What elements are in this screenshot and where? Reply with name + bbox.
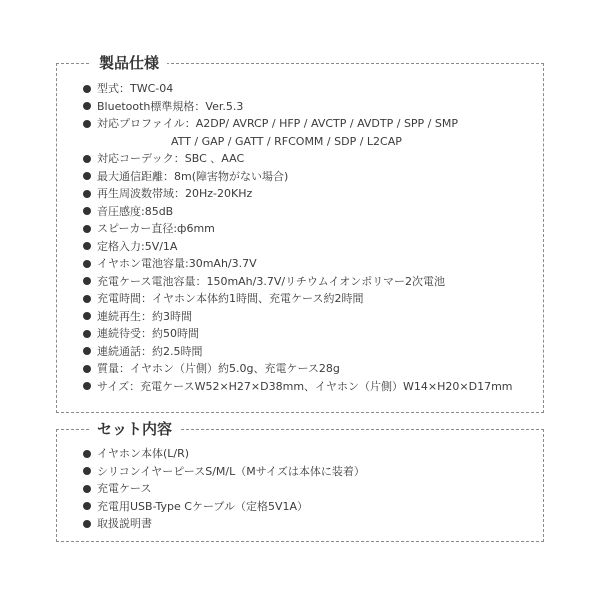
set-item-case: 充電ケース	[83, 480, 535, 498]
bullet-icon	[83, 207, 91, 215]
set-item-earphones: イヤホン本体(L/R)	[83, 445, 535, 463]
bullet-icon	[83, 155, 91, 163]
spec-item-range: 最大通信距離：8m(障害物がない場合)	[83, 168, 535, 186]
spec-item-codec: 対応コーデック：SBC 、AAC	[83, 150, 535, 168]
bullet-icon	[83, 502, 91, 510]
bullet-icon	[83, 120, 91, 128]
bullet-icon	[83, 330, 91, 338]
bullet-icon	[83, 190, 91, 198]
specs-title: 製品仕様	[91, 53, 167, 73]
spec-item-input: 定格入力:5V/1A	[83, 238, 535, 256]
set-item-cable: 充電用USB-Type Cケーブル（定格5V1A）	[83, 498, 535, 516]
bullet-icon	[83, 242, 91, 250]
set-contents-list	[83, 445, 535, 533]
bullet-icon	[83, 520, 91, 528]
spec-item-profiles	[83, 115, 535, 150]
bullet-icon	[83, 172, 91, 180]
bullet-icon	[83, 260, 91, 268]
spec-item-size: サイズ：充電ケースW52×H27×D38mm、イヤホン（片側）W14×H20×D17mm	[83, 378, 535, 396]
spec-item-weight: 質量：イヤホン（片側）約5.0g、充電ケース28g	[83, 360, 535, 378]
spec-item-model: 型式：TWC-04	[83, 80, 535, 98]
set-item-eartips: シリコンイヤーピースS/M/L（Mサイズは本体に装着）	[83, 463, 535, 481]
set-contents-title: セット内容	[89, 419, 180, 439]
specs-list	[83, 80, 535, 395]
specs-box	[56, 54, 544, 413]
bullet-icon	[83, 485, 91, 493]
bullet-icon	[83, 225, 91, 233]
spec-item-talk: 連続通話：約2.5時間	[83, 343, 535, 361]
bullet-icon	[83, 312, 91, 320]
bullet-icon	[83, 450, 91, 458]
bullet-icon	[83, 365, 91, 373]
spec-item-playback: 連続再生：約3時間	[83, 308, 535, 326]
spec-item-bluetooth: Bluetooth標準規格：Ver.5.3	[83, 98, 535, 116]
spec-profiles-line1: 対応プロファイル：A2DP/ AVRCP / HFP / AVCTP / AVDTP / SPP / SMP	[97, 117, 458, 130]
bullet-icon	[83, 102, 91, 110]
bullet-icon	[83, 382, 91, 390]
spec-item-sensitivity: 音圧感度:85dB	[83, 203, 535, 221]
spec-profiles-line2: ATT / GAP / GATT / RFCOMM / SDP / L2CAP	[171, 134, 402, 148]
bullet-icon	[83, 85, 91, 93]
spec-item-standby: 連続待受：約50時間	[83, 325, 535, 343]
spec-item-frequency: 再生周波数帯域：20Hz-20KHz	[83, 185, 535, 203]
bullet-icon	[83, 295, 91, 303]
spec-item-charge-time: 充電時間：イヤホン本体約1時間、充電ケース約2時間	[83, 290, 535, 308]
set-item-manual: 取扱説明書	[83, 515, 535, 533]
bullet-icon	[83, 277, 91, 285]
spec-item-speaker: スピーカー直径:ф6mm	[83, 220, 535, 238]
spec-item-earphone-battery: イヤホン電池容量:30mAh/3.7V	[83, 255, 535, 273]
bullet-icon	[83, 467, 91, 475]
bullet-icon	[83, 347, 91, 355]
spec-item-case-battery: 充電ケース電池容量：150mAh/3.7V/リチウムイオンポリマー2次電池	[83, 273, 535, 291]
set-contents-box	[56, 420, 544, 542]
